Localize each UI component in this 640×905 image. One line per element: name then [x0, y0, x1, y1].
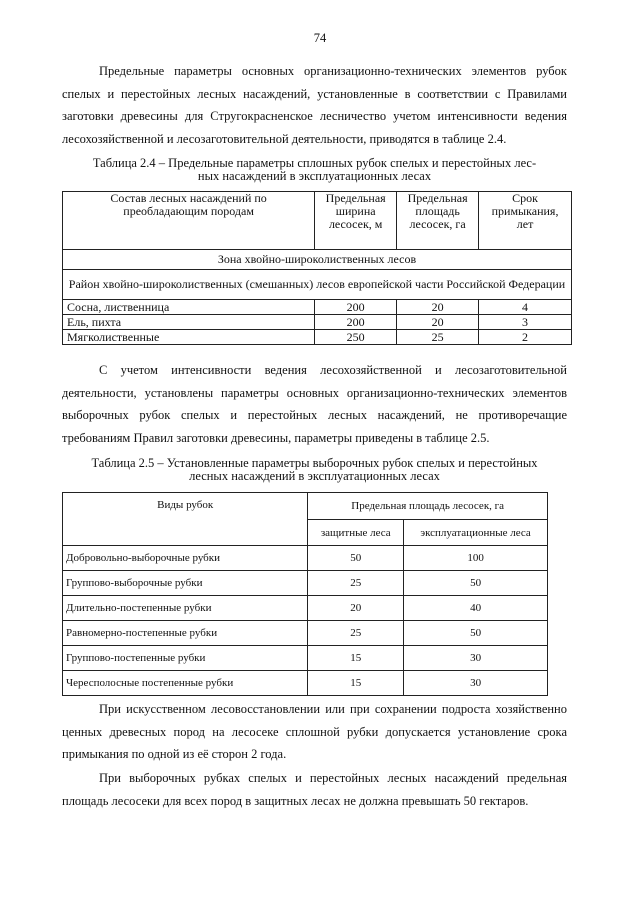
closing-paragraph-2: При выборочных рубках спелых и перестойных лесных насаждений предельная площадь лесосеки для всех пород в защитных лесах не должна превышать 50 гектаров.	[62, 771, 567, 808]
table-2-5-protective-value: 50	[308, 546, 404, 571]
table-2-4-caption-line2: ных насаждений в эксплуатационных лесах	[197, 169, 432, 183]
page-number: 74	[313, 31, 327, 45]
table-2-4-header-row	[63, 192, 572, 250]
table-row	[63, 571, 548, 596]
table-2-4	[62, 191, 572, 345]
table-2-5-header-area: Предельная площадь лесосек, га	[308, 493, 548, 520]
table-2-5-protective-value: 20	[308, 596, 404, 621]
table-2-5-exploitation-value: 100	[404, 546, 548, 571]
table-2-4-zone: Зона хвойно-широколиственных лесов	[63, 250, 572, 270]
table-2-4-width-value: 200	[315, 300, 397, 315]
table-2-5-cut-type: Группово-постепенные рубки	[63, 646, 308, 671]
table-2-5-cut-type: Добровольно-выборочные рубки	[63, 546, 308, 571]
table-2-5-sub-protective: защитные леса	[308, 520, 404, 546]
table-row	[63, 546, 548, 571]
table-2-4-zone-row	[63, 250, 572, 270]
table-2-4-area-value: 25	[397, 330, 479, 345]
table-2-5-exploitation-value: 30	[404, 646, 548, 671]
table-row	[63, 315, 572, 330]
table-row	[63, 596, 548, 621]
table-2-4-species: Мягколиственные	[63, 330, 315, 345]
table-2-5-cut-type: Длительно-постепенные рубки	[63, 596, 308, 621]
table-2-5	[62, 492, 548, 696]
table-2-4-area-value: 20	[397, 315, 479, 330]
table-2-5-exploitation-value: 40	[404, 596, 548, 621]
table-2-5-sub-exploitation: эксплуатационные леса	[404, 520, 548, 546]
table-2-5-protective-value: 15	[308, 646, 404, 671]
table-2-4-species: Ель, пихта	[63, 315, 315, 330]
table-2-5-caption-line2: лесных насаждений в эксплуатационных лесах	[189, 469, 440, 483]
table-2-5-cut-type: Равномерно-постепенные рубки	[63, 621, 308, 646]
table-2-4-header-area: Предельная площадь лесосек, га	[397, 192, 479, 250]
table-2-5-protective-value: 15	[308, 671, 404, 696]
table-2-5-exploitation-value: 50	[404, 621, 548, 646]
table-2-4-caption	[62, 157, 567, 183]
table-2-5-exploitation-value: 30	[404, 671, 548, 696]
closing-paragraph-1: При искусственном лесовосстановлении или при сохранении подроста хозяйственно ценных древесных пород на лесосеке сплошной рубки допускается установление срока примыкания по одной из её сторон 2 года.	[62, 702, 567, 761]
table-2-5-caption	[62, 457, 567, 483]
table-2-4-region-row	[63, 270, 572, 300]
table-2-4-header-composition: Состав лесных насаждений по преобладающим породам	[63, 192, 315, 250]
table-2-4-term-value: 3	[479, 315, 572, 330]
table-2-5-cut-type: Группово-выборочные рубки	[63, 571, 308, 596]
table-row	[63, 646, 548, 671]
table-row	[63, 621, 548, 646]
table-row	[63, 330, 572, 345]
table-row	[63, 300, 572, 315]
middle-paragraph: С учетом интенсивности ведения лесохозяйственной и лесозаготовительной деятельности, установлены параметры основных организационно-технических элементов выборочных рубок спелых и перестойных лесных насаждений, не противоречащие требованиям Правил заготовки древесины, параметры приведены в таблице 2.5.	[62, 363, 567, 445]
table-2-4-width-value: 200	[315, 315, 397, 330]
table-2-4-species: Сосна, лиственница	[63, 300, 315, 315]
table-2-4-header-term: Срок примыкания, лет	[479, 192, 572, 250]
table-2-4-term-value: 4	[479, 300, 572, 315]
table-2-4-caption-line1: Таблица 2.4 – Предельные параметры сплошных рубок спелых и перестойных лес-	[92, 156, 537, 170]
table-2-4-width-value: 250	[315, 330, 397, 345]
table-2-5-header-row	[63, 493, 548, 520]
table-2-4-term-value: 2	[479, 330, 572, 345]
table-2-5-protective-value: 25	[308, 571, 404, 596]
table-2-5-cut-type: Чересполосные постепенные рубки	[63, 671, 308, 696]
table-2-4-region: Район хвойно-широколиственных (смешанных) лесов европейской части Российской Федерации	[63, 270, 572, 300]
intro-paragraph: Предельные параметры основных организационно-технических элементов рубок спелых и перестойных лесных насаждений, установленные в соответствии с Правилами заготовки древесины для Стругокрасненское лесничество учетом интенсивности ведения лесохозяйственной и лесозаготовительной деятельности, приводятся в таблице 2.4.	[62, 64, 567, 146]
table-row	[63, 671, 548, 696]
table-2-5-protective-value: 25	[308, 621, 404, 646]
table-2-5-exploitation-value: 50	[404, 571, 548, 596]
table-2-4-area-value: 20	[397, 300, 479, 315]
table-2-4-header-width: Предельная ширина лесосек, м	[315, 192, 397, 250]
table-2-5-caption-line1: Таблица 2.5 – Установленные параметры выборочных рубок спелых и перестойных	[91, 456, 538, 470]
table-2-5-header-type: Виды рубок	[63, 493, 308, 546]
